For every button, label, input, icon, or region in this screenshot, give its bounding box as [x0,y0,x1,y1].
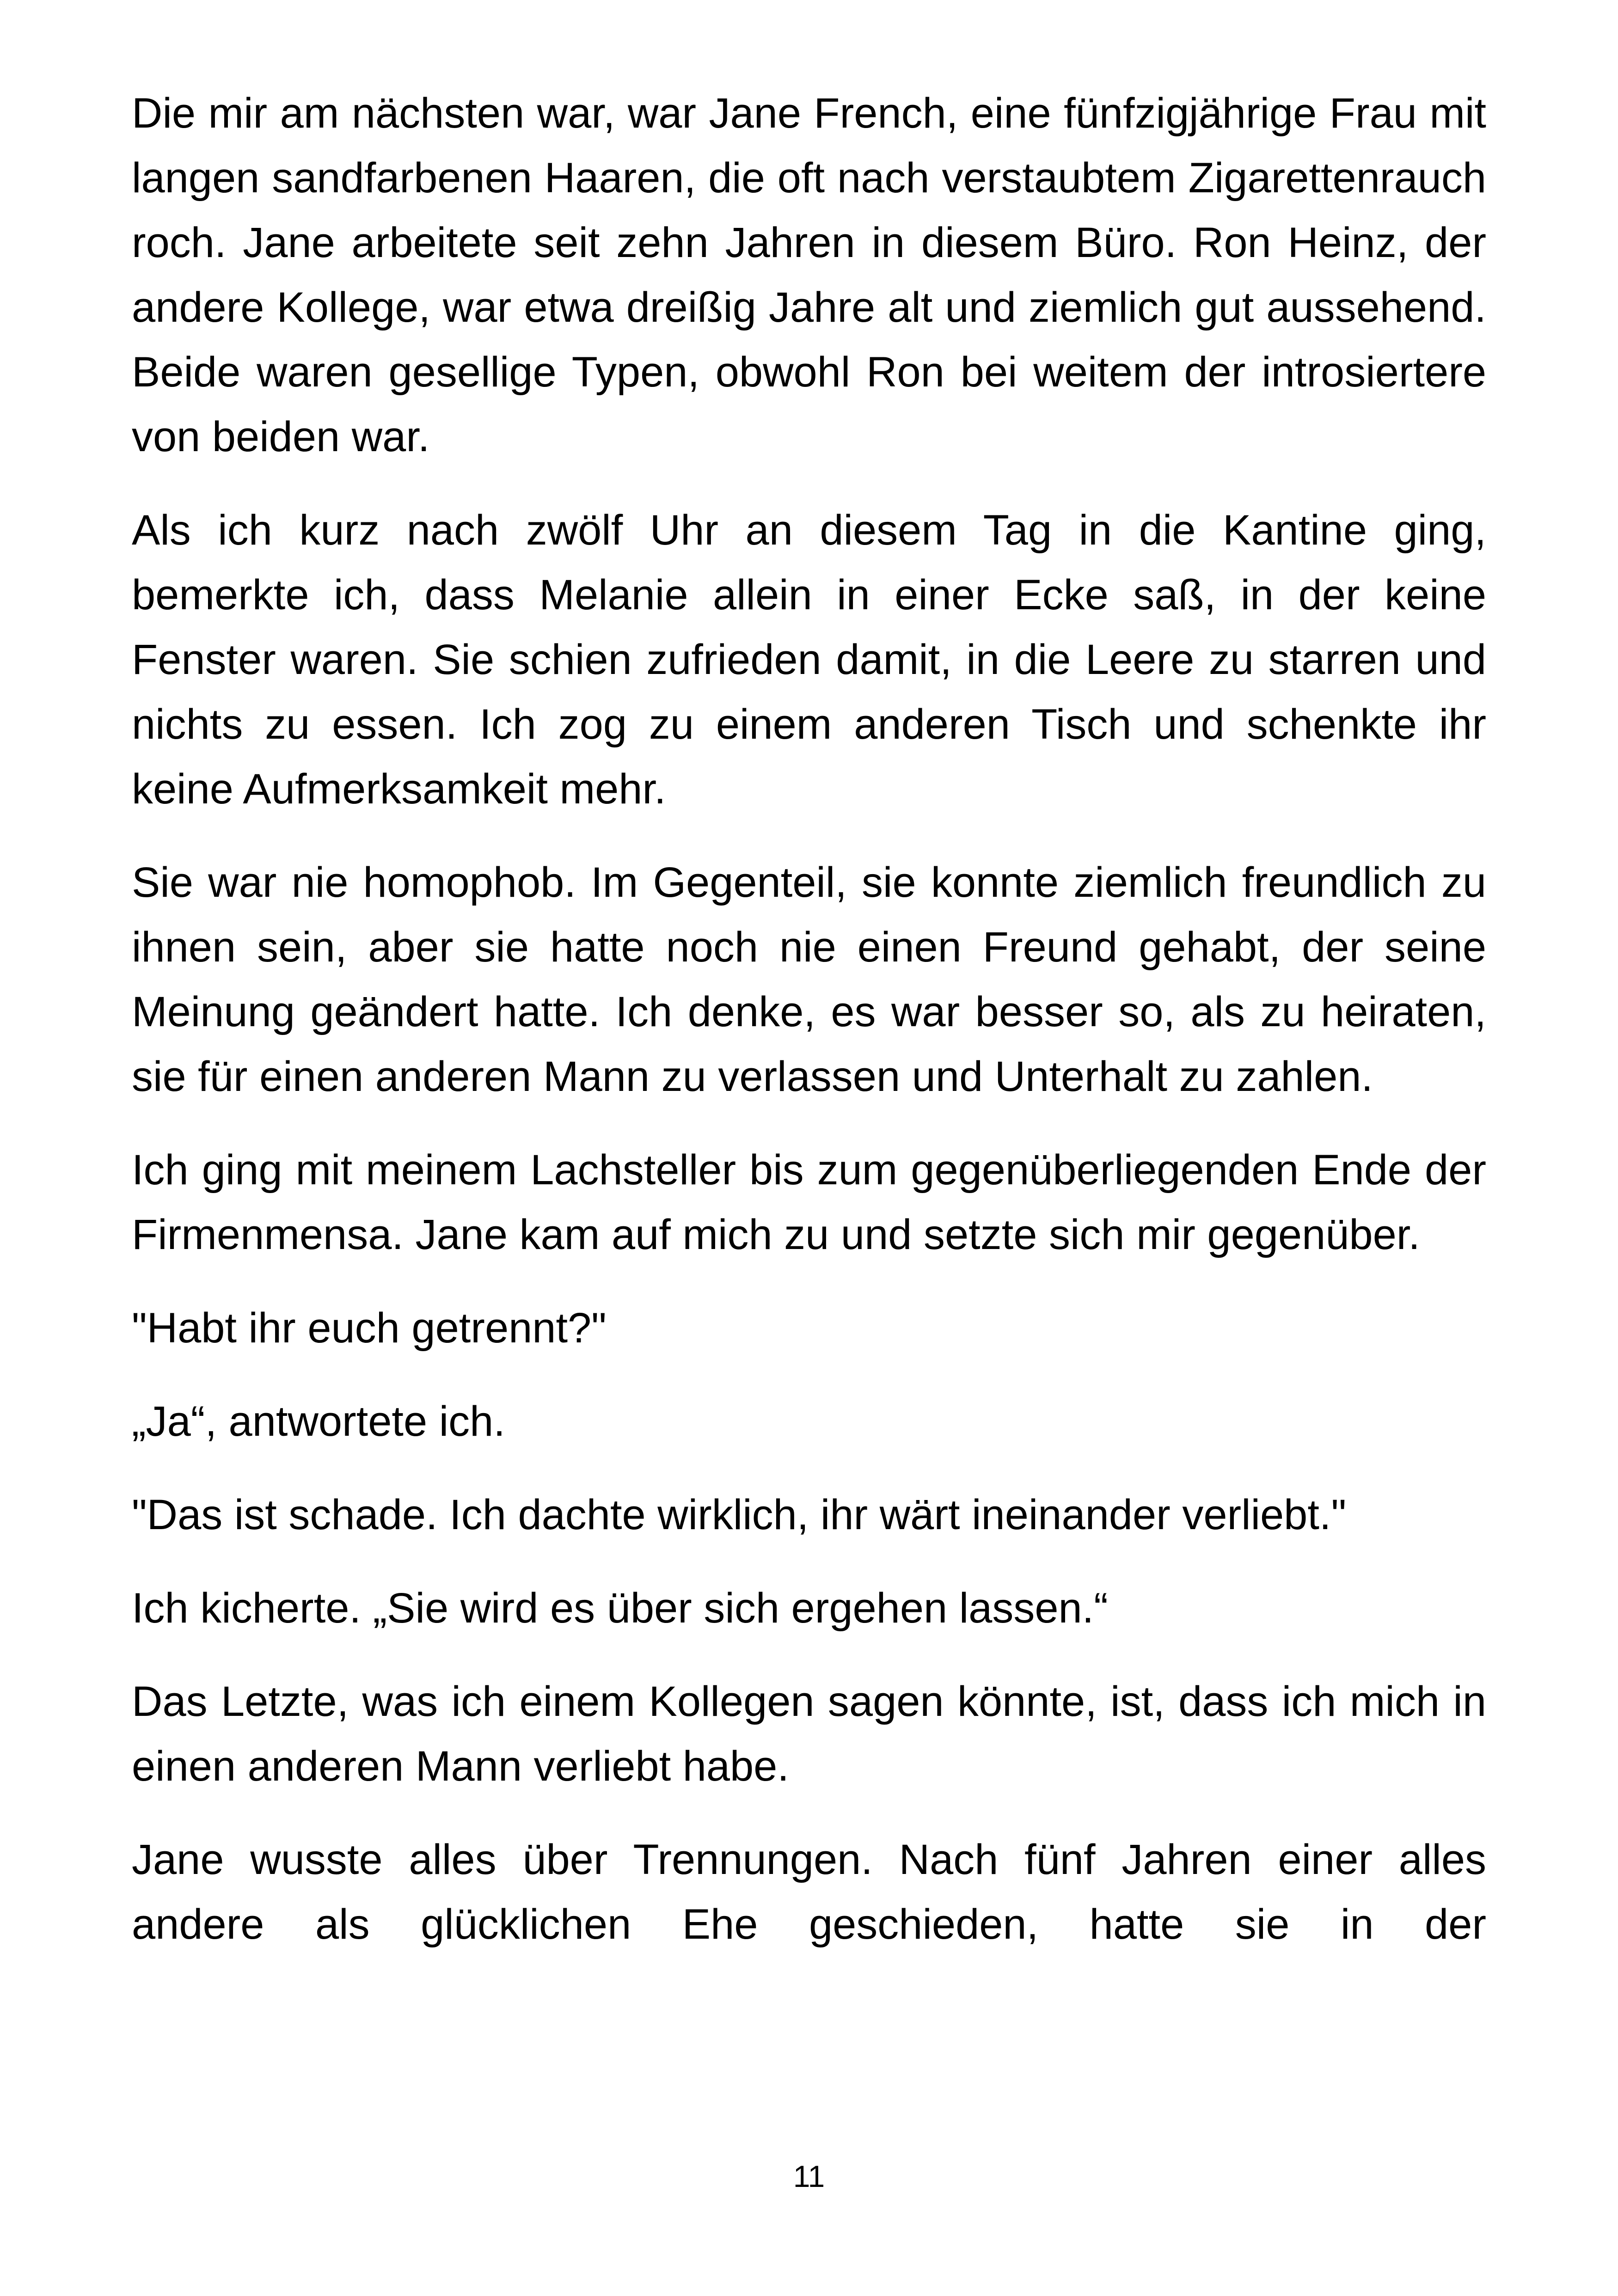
body-text [132,81,1486,1985]
paragraph-7: "Das ist schade. Ich dachte wirklich, ihr wärt ineinander verliebt." [132,1491,1347,1538]
paragraph-6: „Ja“, antwortete ich. [132,1398,505,1445]
paragraph-3: Sie war nie homophob. Im Gegenteil, sie konnte ziemlich freundlich zu ihnen sein, aber sie hatte noch nie einen Freund gehabt, der seine Meinung geändert hatte. Ich denke, es war besser so, als zu heiraten, sie für einen anderen Mann zu verlassen und Unterhalt zu zahlen. [132,859,1486,1100]
paragraph-8: Ich kicherte. „Sie wird es über sich ergehen lassen.“ [132,1585,1108,1632]
paragraph-5: "Habt ihr euch getrennt?" [132,1304,607,1352]
page-number: 11 [793,2159,825,2193]
paragraph-4: Ich ging mit meinem Lachsteller bis zum gegenüberliegenden Ende der Firmenmensa. Jane kam auf mich zu und setzte sich mir gegenüber. [132,1146,1486,1258]
paragraph-2: Als ich kurz nach zwölf Uhr an diesem Tag in die Kantine ging, bemerkte ich, dass Melanie allein in einer Ecke saß, in der keine Fenster waren. Sie schien zufrieden damit, in die Leere zu starren und nichts zu essen. Ich zog zu einem anderen Tisch und schenkte ihr keine Aufmerksamkeit mehr. [132,507,1486,813]
paragraph-10: Jane wusste alles über Trennungen. Nach fünf Jahren einer alles andere als glücklichen Ehe geschieden, hatte sie in der [132,1836,1486,1948]
paragraph-1: Die mir am nächsten war, war Jane French, eine fünfzigjährige Frau mit langen sandfarbenen Haaren, die oft nach verstaubtem Zigarettenrauch roch. Jane arbeitete seit zehn Jahren in diesem Büro. Ron Heinz, der andere Kollege, war etwa dreißig Jahre alt und ziemlich gut aussehend. Beide waren gesellige Typen, obwohl Ron bei weitem der introsiertere von beiden war. [132,90,1486,460]
paragraph-9: Das Letzte, was ich einem Kollegen sagen könnte, ist, dass ich mich in einen anderen Mann verliebt habe. [132,1678,1486,1790]
